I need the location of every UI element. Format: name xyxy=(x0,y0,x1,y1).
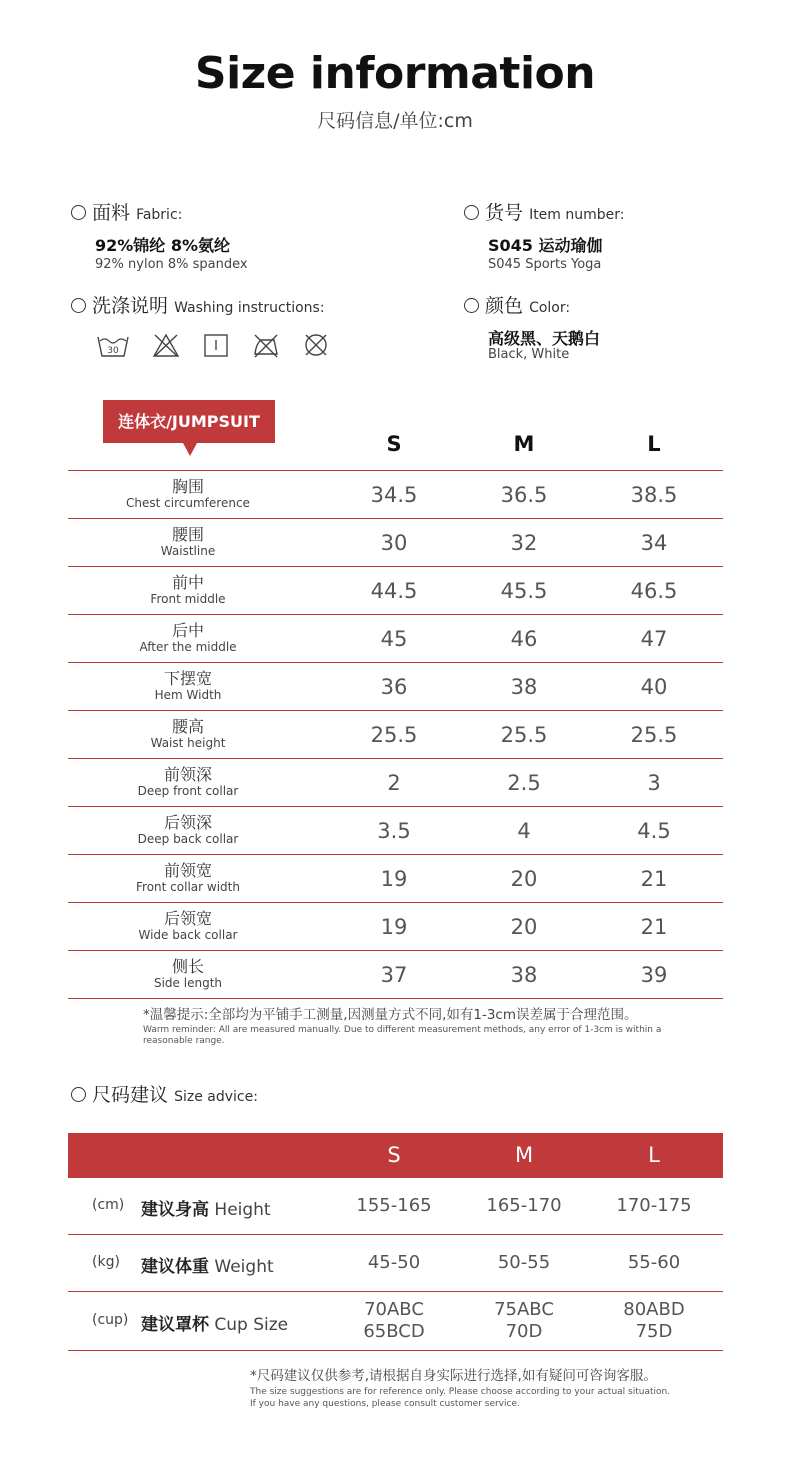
table-row xyxy=(68,567,723,615)
table-cell: 19 xyxy=(380,915,408,939)
advice-cell: 50-55 xyxy=(497,1252,551,1273)
row-label-en: Chest circumference xyxy=(126,496,250,510)
row-label-en: Side length xyxy=(153,976,222,990)
advice-cell: 45-50 xyxy=(367,1252,421,1273)
table-row xyxy=(68,471,723,519)
row-label-en: Wide back collar xyxy=(138,928,238,942)
table-cell: 45.5 xyxy=(500,579,548,603)
row-label-en: Front collar width xyxy=(136,880,240,894)
advice-label-en: Cup Size xyxy=(214,1315,289,1335)
no-bleach-icon xyxy=(152,332,180,358)
table-row xyxy=(68,759,723,807)
row-label xyxy=(68,958,308,991)
item-label-en: Item number: xyxy=(529,207,625,223)
table-row xyxy=(68,855,723,903)
color-label-en: Color: xyxy=(529,300,571,316)
table-row xyxy=(68,519,723,567)
advice-note-zh: *尺码建议仅供参考,请根据自身实际进行选择,如有疑问可咨询客服。 xyxy=(250,1368,657,1384)
table-cell: 2 xyxy=(387,771,401,795)
advice-cell-line: 75D xyxy=(635,1321,673,1342)
advice-label-zh: 建议罩杯 xyxy=(141,1315,209,1335)
measurement-note xyxy=(143,1003,743,1047)
advice-header-row xyxy=(68,1133,723,1178)
advice-cell: 55-60 xyxy=(627,1252,681,1273)
row-label xyxy=(68,574,308,607)
advice-cell xyxy=(339,1299,449,1343)
fabric-label-en: Fabric: xyxy=(136,207,183,223)
size-header-l: L xyxy=(647,432,661,456)
advice-size-m: M xyxy=(514,1143,534,1167)
page-subtitle: 尺码信息/单位:cm xyxy=(317,110,473,132)
row-label-zh: 腰高 xyxy=(171,717,204,736)
row-label xyxy=(68,862,308,895)
table-cell: 25.5 xyxy=(500,723,548,747)
wash-temp-label: 30 xyxy=(107,346,119,356)
row-label-zh: 前领深 xyxy=(163,765,212,784)
table-row xyxy=(68,615,723,663)
advice-label-zh: 建议身高 xyxy=(141,1200,209,1220)
table-cell: 46 xyxy=(510,627,538,651)
table-cell: 3.5 xyxy=(377,819,411,843)
washing-label-zh: 洗涤说明 xyxy=(92,295,169,317)
advice-unit: (cm) xyxy=(92,1197,125,1213)
advice-unit: (cup) xyxy=(92,1312,129,1328)
fabric-value: 92%锦纶 8%氨纶 xyxy=(95,236,231,255)
bullet-circle-icon xyxy=(71,205,86,220)
washing-label-en: Washing instructions: xyxy=(174,300,325,316)
table-row xyxy=(68,903,723,951)
row-label-en: After the middle xyxy=(139,640,237,654)
table-cell: 46.5 xyxy=(630,579,678,603)
table-cell: 4 xyxy=(517,819,531,843)
advice-label-zh: 尺码建议 xyxy=(92,1084,169,1106)
color-info xyxy=(464,291,600,362)
row-label-zh: 胸围 xyxy=(171,477,204,496)
table-cell: 34.5 xyxy=(370,483,418,507)
advice-row xyxy=(68,1292,723,1351)
table-cell: 19 xyxy=(380,867,408,891)
fabric-value-en: 92% nylon 8% spandex xyxy=(95,257,248,272)
table-cell: 2.5 xyxy=(507,771,541,795)
row-label xyxy=(68,910,308,943)
table-cell: 36.5 xyxy=(500,483,548,507)
row-label-zh: 后领深 xyxy=(163,813,212,832)
table-cell: 3 xyxy=(647,771,661,795)
row-label xyxy=(68,622,308,655)
advice-cell: 165-170 xyxy=(486,1195,562,1216)
table-cell: 20 xyxy=(510,915,538,939)
advice-cell: 170-175 xyxy=(616,1195,692,1216)
advice-label-zh: 建议体重 xyxy=(141,1257,209,1277)
advice-cell-line: 80ABD xyxy=(623,1299,685,1320)
no-iron-icon xyxy=(252,332,280,358)
color-value-en: Black, White xyxy=(488,347,570,362)
size-table xyxy=(68,470,723,999)
page-title: Size information xyxy=(194,48,596,99)
row-label-zh: 后领宽 xyxy=(163,909,212,928)
row-label xyxy=(68,478,308,511)
row-label-zh: 下摆宽 xyxy=(163,669,212,688)
row-label-zh: 前领宽 xyxy=(163,861,212,880)
advice-label-en: Height xyxy=(214,1200,271,1220)
advice-label-en: Weight xyxy=(214,1257,274,1277)
hang-dry-icon xyxy=(203,332,229,358)
table-cell: 4.5 xyxy=(637,819,671,843)
advice-label xyxy=(141,1195,271,1220)
advice-cell-line: 75ABC xyxy=(494,1299,554,1320)
advice-cell-line: 65BCD xyxy=(363,1321,425,1342)
note-zh: *温馨提示:全部均为平铺手工测量,因测量方式不同,如有1-3cm误差属于合理范围。 xyxy=(143,1007,638,1023)
table-cell: 20 xyxy=(510,867,538,891)
table-row xyxy=(68,951,723,999)
row-label-en: Hem Width xyxy=(154,688,222,702)
no-dry-clean-icon xyxy=(303,332,329,358)
table-cell: 21 xyxy=(640,915,668,939)
row-label-zh: 腰围 xyxy=(171,525,204,544)
row-label-en: Front middle xyxy=(150,592,226,606)
advice-label xyxy=(141,1310,288,1335)
row-label-en: Waist height xyxy=(150,736,226,750)
table-cell: 44.5 xyxy=(370,579,418,603)
item-info xyxy=(464,198,625,272)
bullet-circle-icon xyxy=(71,298,86,313)
table-cell: 39 xyxy=(640,963,668,987)
advice-note-en-2: If you have any questions, please consult customer service. xyxy=(250,1399,520,1409)
row-label-zh: 后中 xyxy=(171,621,204,640)
table-cell: 37 xyxy=(380,963,408,987)
row-label xyxy=(68,670,308,703)
advice-size-l: L xyxy=(648,1143,660,1167)
row-label xyxy=(68,526,308,559)
table-cell: 25.5 xyxy=(370,723,418,747)
table-cell: 34 xyxy=(640,531,668,555)
advice-row xyxy=(68,1178,723,1235)
row-label-en: Deep front collar xyxy=(137,784,239,798)
advice-label xyxy=(141,1252,274,1277)
table-cell: 47 xyxy=(640,627,668,651)
advice-cell: 155-165 xyxy=(356,1195,432,1216)
size-header-m: M xyxy=(513,432,535,456)
table-cell: 21 xyxy=(640,867,668,891)
table-row xyxy=(68,807,723,855)
color-value: 高级黑、天鹅白 xyxy=(488,329,601,348)
size-advice-heading xyxy=(71,1080,258,1107)
bullet-circle-icon xyxy=(71,1087,86,1102)
bullet-circle-icon xyxy=(464,298,479,313)
row-label-en: Waistline xyxy=(160,544,216,558)
table-cell: 40 xyxy=(640,675,668,699)
advice-cell xyxy=(469,1299,579,1343)
table-cell: 32 xyxy=(510,531,538,555)
item-value: S045 运动瑜伽 xyxy=(488,236,603,255)
note-en: Warm reminder: All are measured manually. Due to different measurement methods, any error of 1-3cm is within a reasonable range. xyxy=(143,1025,662,1046)
row-label xyxy=(68,766,308,799)
wash-30-icon xyxy=(97,332,129,358)
row-label xyxy=(68,814,308,847)
table-cell: 36 xyxy=(380,675,408,699)
row-label-zh: 前中 xyxy=(171,573,204,592)
row-label-zh: 侧长 xyxy=(171,957,204,976)
washing-info xyxy=(71,291,329,358)
color-label-zh: 颜色 xyxy=(485,295,524,317)
advice-unit: (kg) xyxy=(92,1254,120,1270)
table-cell: 38.5 xyxy=(630,483,678,507)
jumpsuit-tag: 连体衣/JUMPSUIT xyxy=(103,400,275,443)
advice-note-en-1: The size suggestions are for reference only. Please choose according to your actual situation. xyxy=(250,1387,671,1397)
fabric-label-zh: 面料 xyxy=(92,202,131,224)
table-cell: 38 xyxy=(510,675,538,699)
table-cell: 25.5 xyxy=(630,723,678,747)
table-cell: 45 xyxy=(380,627,408,651)
item-label-zh: 货号 xyxy=(485,202,524,224)
size-advice-table xyxy=(68,1133,723,1351)
advice-size-s: S xyxy=(387,1143,401,1167)
row-label xyxy=(68,718,308,751)
bullet-circle-icon xyxy=(464,205,479,220)
fabric-info xyxy=(71,198,248,272)
advice-cell-line: 70ABC xyxy=(364,1299,424,1320)
advice-row xyxy=(68,1235,723,1292)
table-cell: 38 xyxy=(510,963,538,987)
table-cell: 30 xyxy=(380,531,408,555)
item-value-en: S045 Sports Yoga xyxy=(488,257,602,272)
size-header-s: S xyxy=(386,432,402,456)
advice-cell xyxy=(599,1299,709,1343)
advice-note xyxy=(250,1364,770,1410)
table-row xyxy=(68,663,723,711)
advice-cell-line: 70D xyxy=(505,1321,543,1342)
advice-label-en: Size advice: xyxy=(174,1089,258,1105)
row-label-en: Deep back collar xyxy=(137,832,239,846)
table-row xyxy=(68,711,723,759)
